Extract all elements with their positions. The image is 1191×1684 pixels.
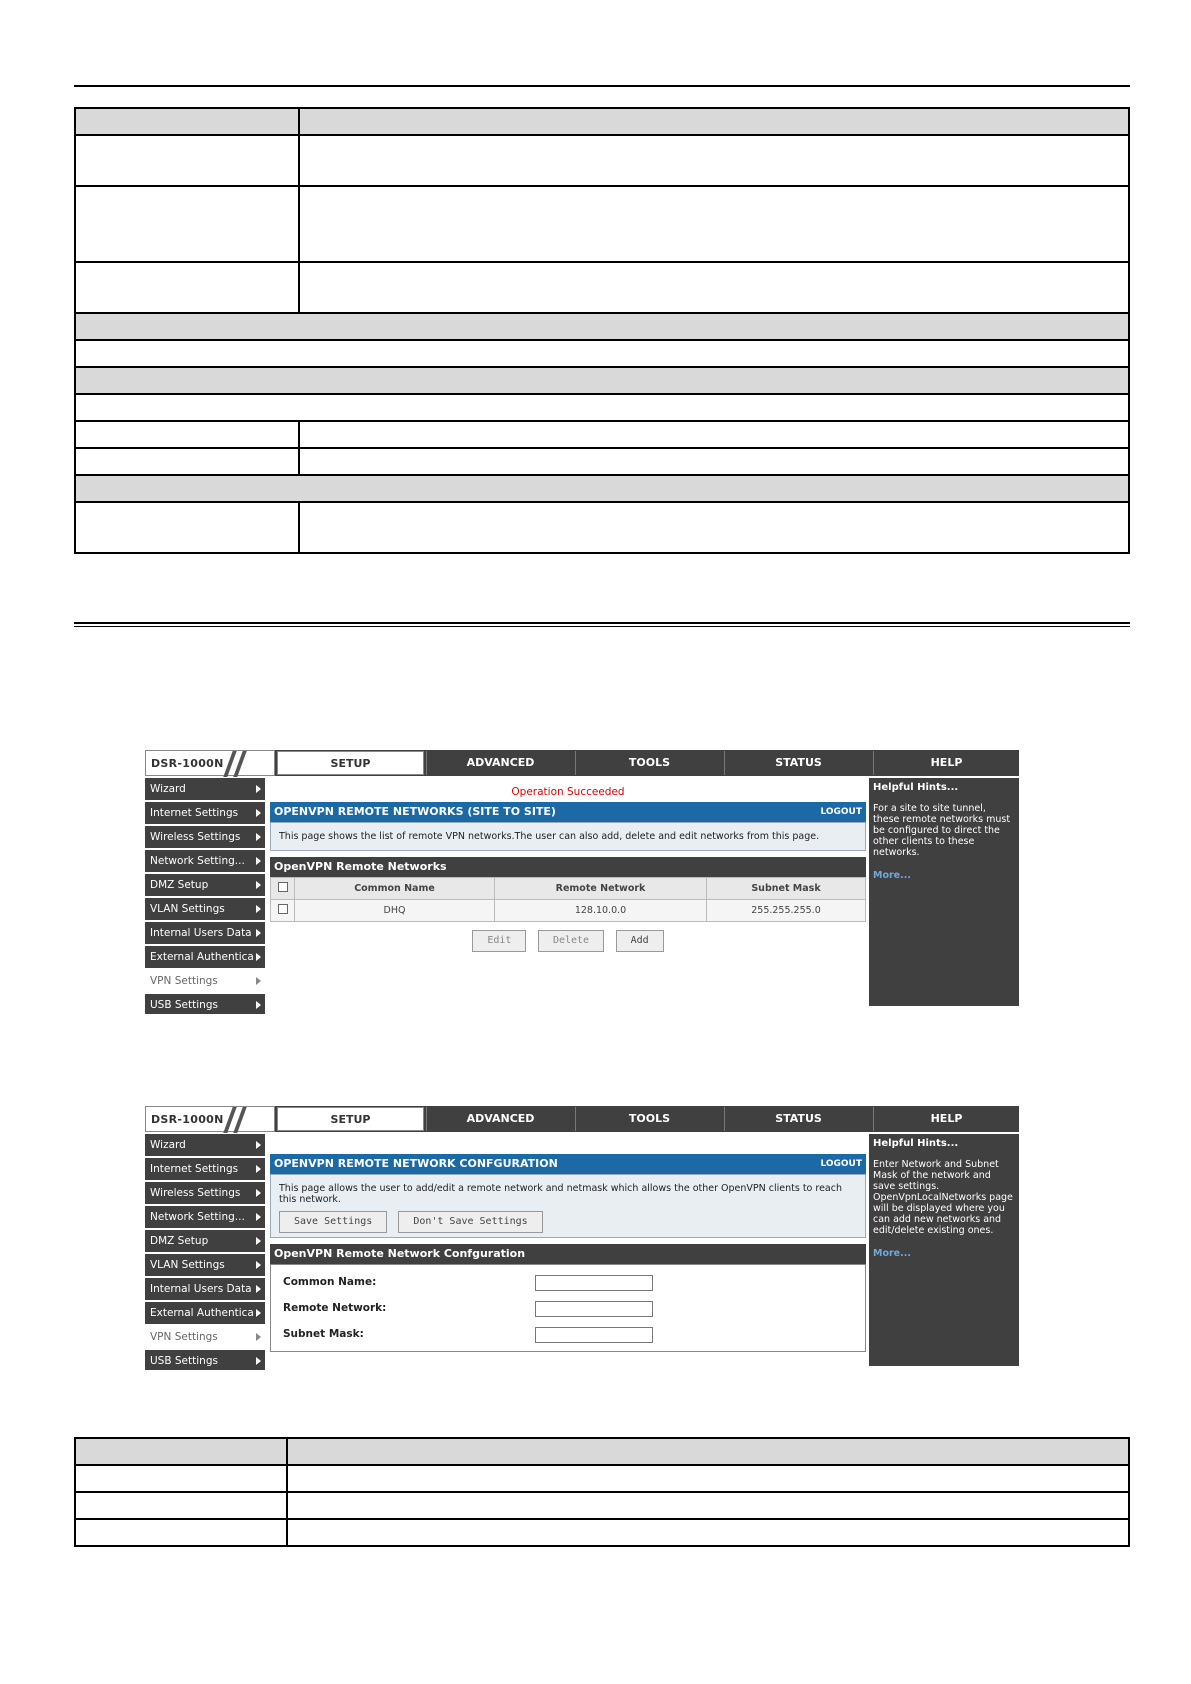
more-link[interactable]: More... (873, 1248, 911, 1259)
arrow-right-icon (256, 1333, 261, 1341)
sidebar-item-external-auth[interactable]: External Authentica (145, 1302, 265, 1324)
sidebar-item-network[interactable]: Network Setting... (145, 850, 265, 872)
remote-network-config-screenshot (145, 1106, 1019, 1366)
arrow-right-icon (256, 1285, 261, 1293)
tab-status[interactable]: STATUS (724, 751, 872, 775)
arrow-right-icon (256, 833, 261, 841)
more-link[interactable]: More... (873, 870, 911, 881)
delete-button[interactable]: Delete (538, 930, 604, 952)
sidebar-item-vpn[interactable]: VPN Settings (145, 970, 265, 992)
remote-network-label: Remote Network: (283, 1302, 387, 1314)
sidebar-item-wireless[interactable]: Wireless Settings (145, 1182, 265, 1204)
subnet-mask-label: Subnet Mask: (283, 1328, 364, 1340)
tab-advanced[interactable]: ADVANCED (426, 751, 574, 775)
subnet-mask-input[interactable] (535, 1327, 653, 1343)
hints-body: Enter Network and Subnet Mask of the network and save settings. OpenVpnLocalNetworks page will be displayed where you can add new networks and edit/delete existing ones. (873, 1159, 1013, 1236)
arrow-right-icon (256, 881, 261, 889)
product-logo: DSR-1000N (145, 1106, 275, 1132)
section-rule-thin (74, 626, 1130, 627)
subnet-mask-row (283, 1321, 853, 1347)
action-buttons (270, 930, 866, 952)
section-rule (74, 622, 1130, 624)
tab-status[interactable]: STATUS (724, 1107, 872, 1131)
arrow-right-icon (256, 929, 261, 937)
arrow-right-icon (256, 953, 261, 961)
arrow-right-icon (256, 1001, 261, 1009)
product-logo: DSR-1000N (145, 750, 275, 776)
sidebar-item-vlan[interactable]: VLAN Settings (145, 1254, 265, 1276)
common-name-label: Common Name: (283, 1276, 377, 1288)
page-description: This page allows the user to add/edit a remote network and netmask which allows the other OpenVPN clients to reach this network. Save Settings Don't Save Settings (270, 1174, 866, 1238)
sidebar-item-wizard[interactable]: Wizard (145, 778, 265, 800)
remote-network-input[interactable] (535, 1301, 653, 1317)
section-title: OPENVPN REMOTE NETWORKS (SITE TO SITE) LOGOUT (270, 802, 866, 822)
common-name-row (283, 1269, 853, 1295)
sidebar-item-internal-users[interactable]: Internal Users Data (145, 1278, 265, 1300)
tab-help[interactable]: HELP (873, 1107, 1019, 1131)
sidebar-item-internet[interactable]: Internet Settings (145, 1158, 265, 1180)
helpful-hints (869, 1134, 1019, 1366)
remote-networks-screenshot (145, 750, 1019, 1011)
column-header: Common Name (295, 878, 495, 900)
logout-link[interactable]: LOGOUT (820, 807, 862, 817)
tab-setup[interactable]: SETUP (277, 1107, 424, 1131)
sidebar-item-network[interactable]: Network Setting... (145, 1206, 265, 1228)
sidebar-item-external-auth[interactable]: External Authentica (145, 946, 265, 968)
sidebar-item-internal-users[interactable]: Internal Users Data (145, 922, 265, 944)
row-checkbox[interactable] (278, 904, 288, 914)
top-nav (145, 1106, 1019, 1132)
sidebar-item-wizard[interactable]: Wizard (145, 1134, 265, 1156)
arrow-right-icon (256, 1141, 261, 1149)
sidebar-item-vlan[interactable]: VLAN Settings (145, 898, 265, 920)
helpful-hints (869, 778, 1019, 1006)
arrow-right-icon (256, 977, 261, 985)
hints-title: Helpful Hints... (873, 782, 959, 793)
arrow-right-icon (256, 785, 261, 793)
select-all-checkbox[interactable] (278, 882, 288, 892)
status-message: Operation Succeeded (511, 786, 625, 798)
logout-link[interactable]: LOGOUT (820, 1159, 862, 1169)
list-title: OpenVPN Remote Networks (270, 857, 866, 877)
sidebar-item-dmz[interactable]: DMZ Setup (145, 1230, 265, 1252)
section-title: OPENVPN REMOTE NETWORK CONFGURATION LOGOUT (270, 1154, 866, 1174)
top-rule (74, 85, 1130, 87)
arrow-right-icon (256, 1237, 261, 1245)
tab-setup[interactable]: SETUP (277, 751, 424, 775)
arrow-right-icon (256, 809, 261, 817)
sidebar-item-wireless[interactable]: Wireless Settings (145, 826, 265, 848)
common-name-input[interactable] (535, 1275, 653, 1291)
column-header: Remote Network (495, 878, 707, 900)
tab-tools[interactable]: TOOLS (575, 751, 723, 775)
sidebar-item-usb[interactable]: USB Settings (145, 994, 265, 1014)
hints-title: Helpful Hints... (873, 1138, 959, 1149)
description-table-top (74, 107, 1130, 554)
page-description: This page shows the list of remote VPN networks.The user can also add, delete and edit networks from this page. (270, 822, 866, 851)
column-header: Subnet Mask (707, 878, 866, 900)
cell-common-name: DHQ (295, 900, 495, 922)
sidebar-item-dmz[interactable]: DMZ Setup (145, 874, 265, 896)
dont-save-settings-button[interactable]: Don't Save Settings (398, 1211, 542, 1233)
arrow-right-icon (256, 1357, 261, 1365)
arrow-right-icon (256, 1213, 261, 1221)
sidebar-item-usb[interactable]: USB Settings (145, 1350, 265, 1370)
remote-network-row (283, 1295, 853, 1321)
edit-button[interactable]: Edit (472, 930, 526, 952)
arrow-right-icon (256, 1261, 261, 1269)
description-table-bottom (74, 1437, 1130, 1547)
tab-advanced[interactable]: ADVANCED (426, 1107, 574, 1131)
sidebar-item-vpn[interactable]: VPN Settings (145, 1326, 265, 1348)
remote-networks-table (270, 877, 866, 922)
cell-subnet-mask: 255.255.255.0 (707, 900, 866, 922)
arrow-right-icon (256, 905, 261, 913)
hints-body: For a site to site tunnel, these remote networks must be configured to direct the other clients to these networks. (873, 803, 1011, 858)
table-row[interactable] (271, 900, 866, 922)
save-settings-button[interactable]: Save Settings (279, 1211, 387, 1233)
arrow-right-icon (256, 1165, 261, 1173)
config-form (270, 1264, 866, 1352)
cell-remote-network: 128.10.0.0 (495, 900, 707, 922)
tab-tools[interactable]: TOOLS (575, 1107, 723, 1131)
tab-help[interactable]: HELP (873, 751, 1019, 775)
arrow-right-icon (256, 1309, 261, 1317)
sidebar (145, 778, 265, 1016)
main-content (270, 1154, 866, 1352)
form-title: OpenVPN Remote Network Confguration (270, 1244, 866, 1264)
add-button[interactable]: Add (616, 930, 664, 952)
arrow-right-icon (256, 1189, 261, 1197)
main-content (270, 778, 866, 952)
sidebar (145, 1134, 265, 1372)
top-nav (145, 750, 1019, 776)
sidebar-item-internet[interactable]: Internet Settings (145, 802, 265, 824)
arrow-right-icon (256, 857, 261, 865)
